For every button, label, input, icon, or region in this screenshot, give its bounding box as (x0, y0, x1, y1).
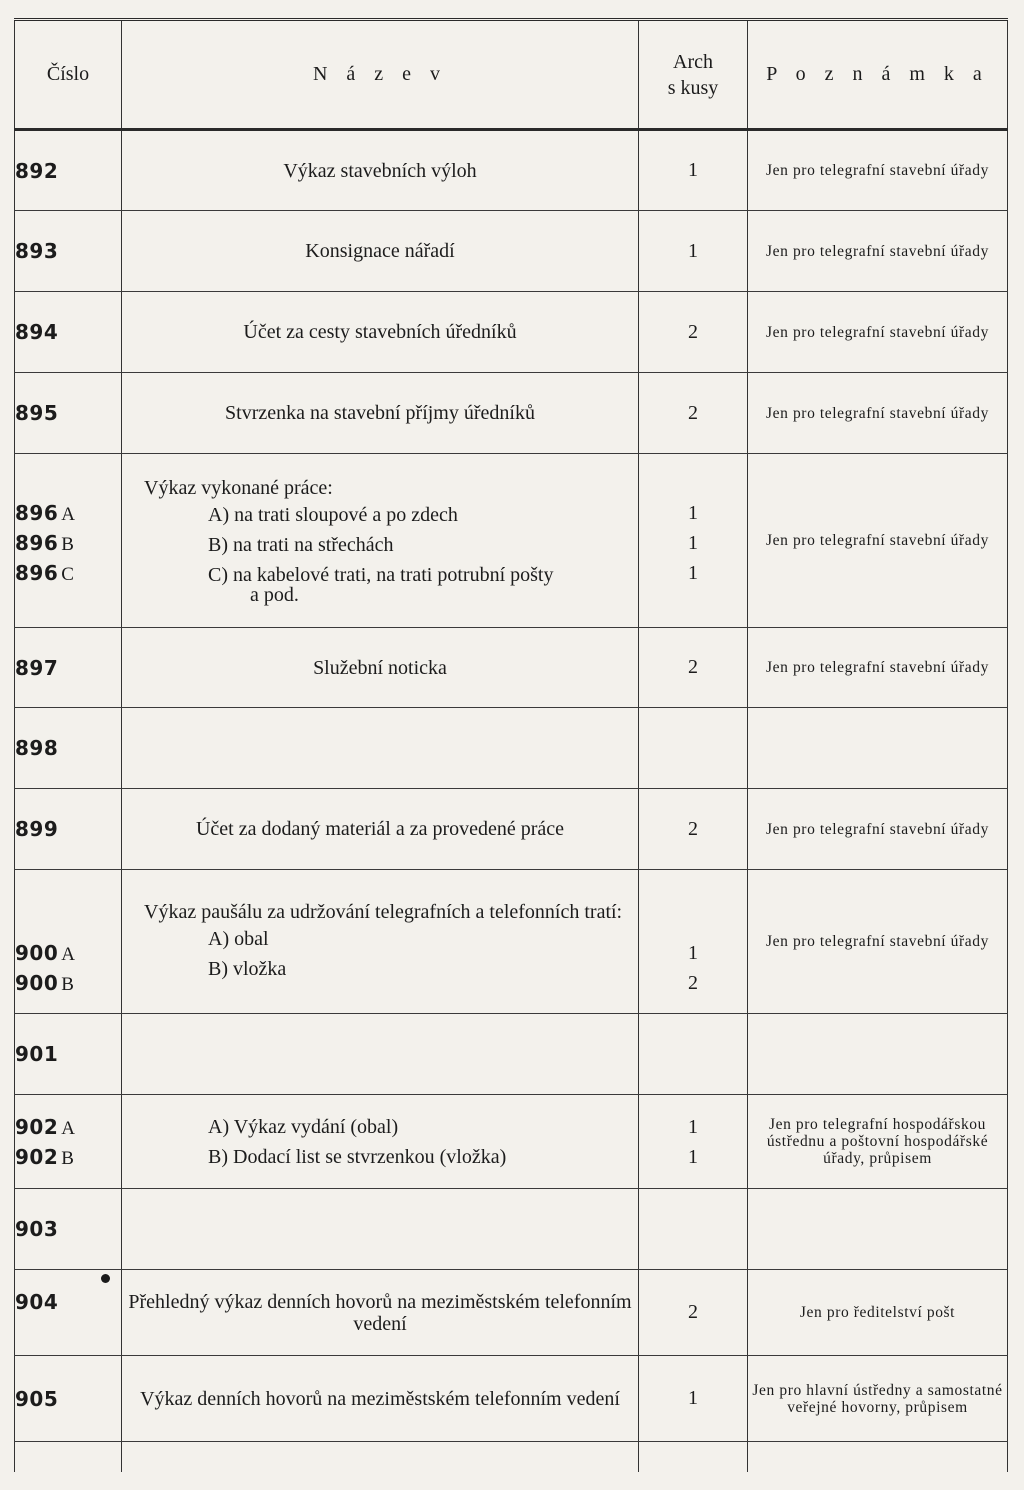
form-number: 896 A (15, 500, 76, 525)
form-arch (639, 1014, 748, 1095)
form-number: 899 (15, 789, 122, 870)
form-name: Stvrzenka na stavební příjmy úředníků (122, 373, 639, 454)
form-arch: 1 (639, 1356, 748, 1442)
form-note: Jen pro telegrafní stavební úřady (748, 789, 1008, 870)
table-row (15, 373, 1008, 454)
form-number: 895 (15, 373, 122, 454)
form-subitem: C) na kabelové trati, na trati potrubní pošty (208, 563, 554, 586)
form-note: Jen pro telegrafní hospodářskou ústřednu a poštovní hospodářské úřady, průpisem (748, 1095, 1008, 1189)
form-name-group (122, 1095, 639, 1189)
table-row (15, 1270, 1008, 1356)
table-row-empty (15, 1442, 1008, 1472)
form-subitem: B) vložka (208, 957, 287, 980)
form-arch: 2 (639, 292, 748, 373)
form-arch: 1 (688, 941, 698, 964)
form-subitem: A) Výkaz vydání (obal) (208, 1115, 399, 1138)
forms-table (14, 18, 1008, 1472)
table-row (15, 1095, 1008, 1189)
form-name: Výkaz denních hovorů na meziměstském telefonním vedení (122, 1356, 639, 1442)
table-row (15, 292, 1008, 373)
form-number: 903 (15, 1189, 122, 1270)
form-arch: 2 (639, 789, 748, 870)
form-arch: 1 (688, 1145, 698, 1168)
form-name: Účet za dodaný materiál a za provedené práce (122, 789, 639, 870)
header-row (15, 20, 1008, 130)
table-row (15, 130, 1008, 211)
form-name-group (122, 870, 639, 1014)
form-arch: 1 (639, 211, 748, 292)
form-arch: 2 (639, 373, 748, 454)
form-note (748, 708, 1008, 789)
form-arch: 1 (688, 1115, 698, 1138)
form-arch (639, 1189, 748, 1270)
form-number: 905 (15, 1356, 122, 1442)
form-arch: 1 (688, 561, 698, 584)
form-name: Výkaz stavebních výloh (122, 130, 639, 211)
form-name: Účet za cesty stavebních úředníků (122, 292, 639, 373)
form-number: 900 B (15, 970, 75, 995)
form-arch: 2 (639, 1270, 748, 1356)
form-name: Přehledný výkaz denních hovorů na meziměstském telefonním vedení (122, 1270, 639, 1356)
form-note: Jen pro telegrafní stavební úřady (748, 211, 1008, 292)
form-number: 902 B (15, 1144, 75, 1169)
form-arch-group (639, 1095, 748, 1189)
header-arch-line2: s kusy (667, 76, 719, 99)
form-number-group (15, 1095, 122, 1189)
form-number: 894 (15, 292, 122, 373)
table-row (15, 789, 1008, 870)
form-note: Jen pro telegrafní stavební úřady (748, 130, 1008, 211)
form-number: 897 (15, 628, 122, 708)
header-number: Číslo (15, 20, 122, 130)
table-row (15, 211, 1008, 292)
form-note: Jen pro telegrafní stavební úřady (748, 628, 1008, 708)
form-number: 898 (15, 708, 122, 789)
form-number: 904 (15, 1270, 122, 1356)
header-arch (639, 20, 748, 130)
header-note: P o z n á m k a (748, 20, 1008, 130)
form-number: 902 A (15, 1114, 76, 1139)
table-row (15, 1014, 1008, 1095)
form-note: Jen pro telegrafní stavební úřady (748, 292, 1008, 373)
table-row (15, 628, 1008, 708)
form-name (122, 708, 639, 789)
form-number: 901 (15, 1014, 122, 1095)
header-arch-line1: Arch (673, 50, 713, 73)
form-name (122, 1189, 639, 1270)
form-name: Konsignace nářadí (122, 211, 639, 292)
form-arch: 1 (688, 531, 698, 554)
form-subitem: A) obal (208, 927, 269, 950)
form-subitem: B) na trati na střechách (208, 533, 394, 556)
form-number: 893 (15, 211, 122, 292)
form-note: Jen pro ředitelství pošt (748, 1270, 1008, 1356)
form-number: 892 (15, 130, 122, 211)
form-number: 896 B (15, 530, 75, 555)
form-arch (639, 708, 748, 789)
table-row (15, 454, 1008, 628)
form-note (748, 1189, 1008, 1270)
table-row (15, 1189, 1008, 1270)
form-arch: 2 (688, 971, 698, 994)
bullet-mark-icon (101, 1274, 110, 1283)
form-name: Služební noticka (122, 628, 639, 708)
form-subitem-continued: a pod. (250, 583, 299, 606)
form-note: Jen pro telegrafní stavební úřady (748, 454, 1008, 628)
form-group-heading: Výkaz vykonané práce: (144, 476, 333, 499)
form-note: Jen pro telegrafní stavební úřady (748, 870, 1008, 1014)
table-row (15, 870, 1008, 1014)
form-note: Jen pro telegrafní stavební úřady (748, 373, 1008, 454)
form-arch: 2 (639, 628, 748, 708)
table-row (15, 708, 1008, 789)
form-subitem: B) Dodací list se stvrzenkou (vložka) (208, 1145, 507, 1168)
table-row (15, 1356, 1008, 1442)
form-note: Jen pro hlavní ústředny a samostatné veřejné hovorny, průpisem (748, 1356, 1008, 1442)
form-number: 900 A (15, 940, 76, 965)
form-arch-group (639, 454, 748, 628)
header-name: N á z e v (122, 20, 639, 130)
form-subitem: A) na trati sloupové a po zdech (208, 503, 458, 526)
form-note (748, 1014, 1008, 1095)
form-number: 896 C (15, 560, 75, 585)
form-arch: 1 (639, 130, 748, 211)
form-group-heading: Výkaz paušálu za udržování telegrafních a telefonních tratí: (144, 900, 623, 923)
form-number-group (15, 454, 122, 628)
form-arch: 1 (688, 501, 698, 524)
form-arch-group (639, 870, 748, 1014)
form-number-group (15, 870, 122, 1014)
form-name-group (122, 454, 639, 628)
form-name (122, 1014, 639, 1095)
